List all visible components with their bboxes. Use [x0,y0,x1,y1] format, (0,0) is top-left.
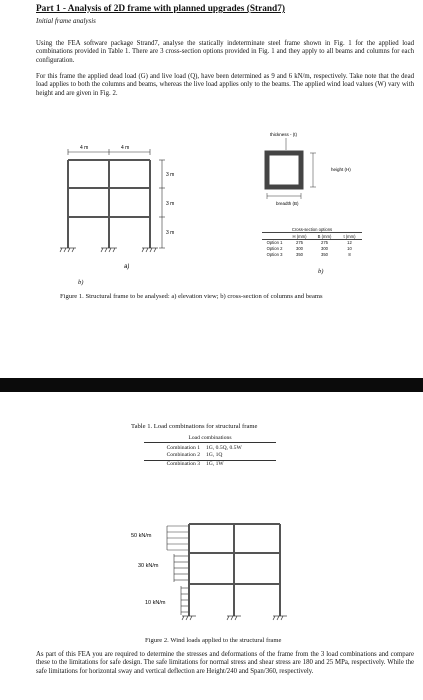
label-a: a) [124,264,130,270]
height-label: height (H) [331,167,351,172]
figure-2-caption: Figure 2. Wind loads applied to the structural frame [145,637,282,644]
table-row: Option 2 300 300 10 [266,246,352,251]
thickness-label: thickness - (t) [270,132,298,137]
frame-members [189,524,280,616]
wind-load-label-top: 50 kN/m [131,533,152,539]
wind-load-arrows [167,526,188,615]
table-row: Option 3 350 350 8 [266,252,351,257]
table-header-row: H (mm) B (mm) t (mm) [262,234,362,240]
label-b: b) [318,268,324,275]
fixed-supports [182,616,287,620]
hollow-section [267,153,301,187]
table-1-caption: Table 1. Load combinations for structural frame [131,423,258,430]
page-separator [0,378,423,392]
table-row: Combination 1 1G, 0.5Q, 0.5W [166,445,242,451]
wind-load-label-bottom: 10 kN/m [145,600,166,606]
frame-elevation-diagram [50,140,220,275]
intro-paragraph: Using the FEA software package Strand7, analyse the statically indeterminate steel frame shown in Fig. 1 for the applied load combinations provided in Table 1. There are 3 cross-section options provided in Fig. 1 and they apply to all beams and columns for each configuration. [36,40,414,64]
section-subtitle: Initial frame analysis [36,17,96,25]
wind-load-label-middle: 30 kN/m [138,563,159,569]
breadth-label: breadth (B) [276,201,299,206]
storey-label-2: 3 m [166,201,175,207]
storey-label-3: 3 m [166,172,175,178]
section-title: Part 1 - Analysis of 2D frame with planned upgrades (Strand7) [36,4,285,14]
wind-load-diagram [125,520,325,630]
span-label-2: 4 m [121,145,130,151]
frame-members [68,160,150,248]
load-combinations-table [144,435,276,468]
loads-paragraph: For this frame the applied dead load (G) and live load (Q), have been determined as 9 and 6 kN/m, respectively. Take note that the dead load applies to both the columns and beams, whereas the live load applies only to the beams. The applied wind load values (W) vary with height and are given in Fig. 2. [36,73,414,97]
table-row: Combination 2 1G, 1Q [166,452,223,458]
storey-label-1: 3 m [166,230,175,236]
analysis-paragraph: As part of this FEA you are required to determine the stresses and deformations of the frame from the 3 load combinations and compare these to the limitations for safe design. The safe limitations for normal stress and shear stress are 180 and 25 MPa, respectively. While the safe limitations for horizontal sway and vertical deflection are Height/240 and Span/360, respectively. [36,651,414,675]
table-row: Combination 3 1G, 1W [144,460,276,468]
table-header: Load combinations [144,435,276,443]
fixed-supports [60,248,158,252]
figure-1-caption: Figure 1. Structural frame to be analysed: a) elevation view; b) cross-section of columns and beams [60,293,323,300]
cross-section-options-table [262,227,362,258]
label-b-2: b) [78,279,84,286]
table-title: Cross-section options [262,227,362,233]
cross-section-diagram [250,128,370,228]
span-label-1: 4 m [80,145,89,151]
table-row: Option 1 275 275 12 [266,240,352,245]
